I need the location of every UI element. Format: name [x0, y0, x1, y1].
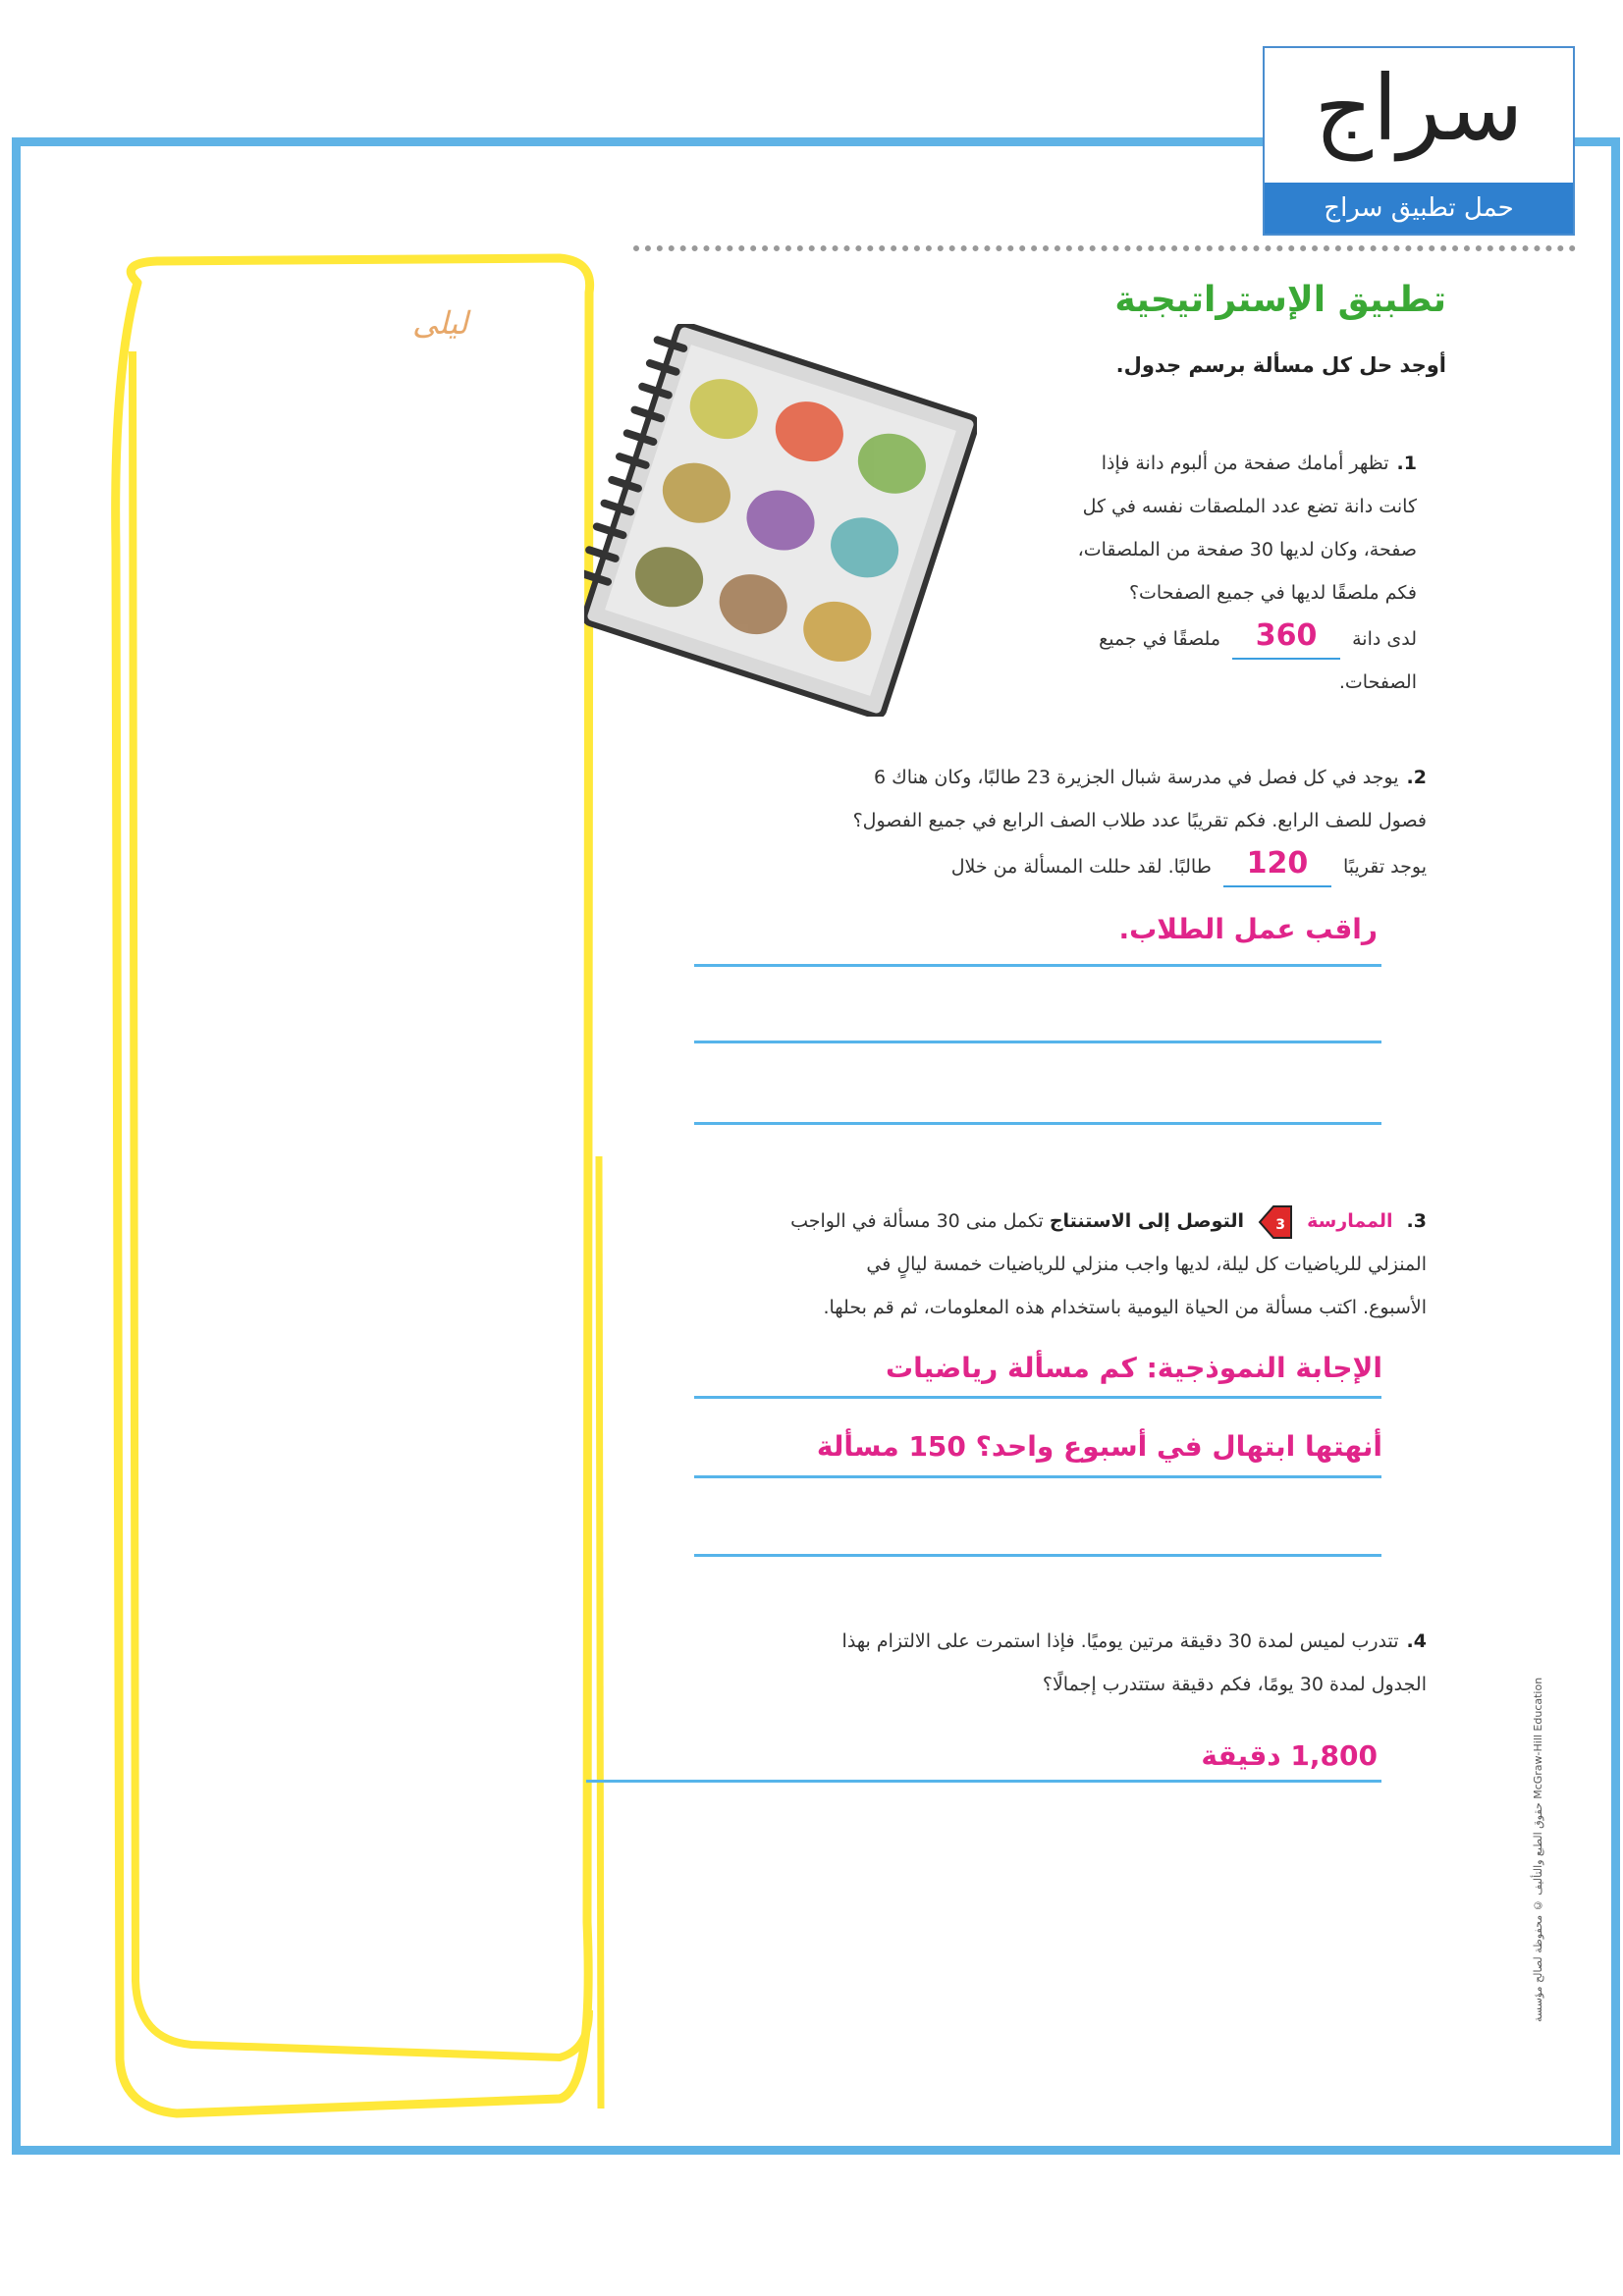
q1-line-2: كانت دانة تضع عدد الملصقات نفسه في كل — [1082, 496, 1417, 517]
q2-answer-prefix: يوجد تقريبًا — [1342, 856, 1427, 878]
dotted-divider — [633, 245, 1576, 251]
q3-answer-line-2[interactable] — [694, 1475, 1381, 1478]
margin-scribble: ليلى — [412, 304, 468, 342]
logo-word: سراج — [1314, 56, 1524, 161]
q4-number: 4. — [1406, 1630, 1427, 1652]
q2-answer-line-1[interactable] — [694, 964, 1381, 967]
q1-line-4: فكم ملصقًا لديها في جميع الصفحات؟ — [1128, 582, 1417, 604]
q3-written-answer-2: أنهتها ابتهال في أسبوع واحد؟ 150 مسألة — [816, 1430, 1382, 1463]
q4-answer: 1,800 دقيقة — [1201, 1739, 1378, 1772]
q3-line-1: تكمل منى 30 مسألة في الواجب — [790, 1210, 1044, 1232]
q3-written-answer-1: الإجابة النموذجية: كم مسألة رياضيات — [885, 1352, 1382, 1384]
logo-tagline: حمل تطبيق سراج — [1265, 183, 1573, 234]
copyright-note: حقوق الطبع والتأليف © محفوظة لصالح مؤسسة McGraw-Hill Education — [1532, 1677, 1544, 2022]
q2-answer-line-3[interactable] — [694, 1122, 1381, 1125]
q1-answer-suffix: ملصقًا في جميع — [1099, 628, 1221, 650]
q3-number: 3. — [1406, 1210, 1427, 1232]
q1-answer[interactable]: 360 — [1232, 614, 1340, 660]
yellow-highlight-outline — [98, 253, 609, 2128]
q2-line-1: يوجد في كل فصل في مدرسة شبال الجزيرة 23 طالبًا، وكان هناك 6 — [873, 767, 1399, 788]
question-2 — [622, 756, 1427, 888]
q1-answer-prefix: لدى دانة — [1352, 628, 1417, 650]
q3-reasoning-label: التوصل إلى الاستنتاج — [1049, 1210, 1244, 1232]
q3-answer-line-3[interactable] — [694, 1554, 1381, 1557]
q2-answer[interactable]: 120 — [1223, 842, 1331, 887]
practice-tag-number: 3 — [1275, 1217, 1286, 1233]
question-4 — [622, 1620, 1427, 1706]
q2-number: 2. — [1406, 767, 1427, 788]
section-heading: تطبيق الإستراتيجية — [1114, 280, 1446, 320]
q1-answer-tail: الصفحات. — [1338, 671, 1417, 693]
q4-answer-line[interactable] — [586, 1780, 1381, 1783]
q3-answer-line-1[interactable] — [694, 1396, 1381, 1399]
question-1 — [965, 442, 1417, 704]
q3-line-3: الأسبوع. اكتب مسألة من الحياة اليومية باستخدام هذه المعلومات، ثم قم بحلها. — [823, 1297, 1427, 1318]
q4-line-1: تتدرب لميس لمدة 30 دقيقة مرتين يوميًا. فإذا استمرت على الالتزام بهذا — [841, 1630, 1399, 1652]
q3-practice-label: الممارسة — [1307, 1210, 1393, 1232]
instruction-text: أوجد حل كل مسألة برسم جدول. — [1115, 353, 1446, 377]
q2-written-answer: راقب عمل الطلاب. — [1118, 913, 1378, 945]
q1-number: 1. — [1396, 453, 1417, 474]
question-3 — [622, 1200, 1427, 1329]
q3-line-2: المنزلي للرياضيات كل ليلة، لديها واجب منزلي للرياضيات خمسة ليالٍ في — [866, 1254, 1427, 1275]
sticker-album-image — [584, 324, 977, 717]
q1-line-3: صفحة، وكان لديها 30 صفحة من الملصقات، — [1077, 539, 1417, 561]
siraj-logo[interactable] — [1263, 46, 1575, 236]
q2-answer-suffix: طالبًا. لقد حللت المسألة من خلال — [950, 856, 1212, 878]
q2-answer-line-2[interactable] — [694, 1041, 1381, 1043]
q1-line-1: تظهر أمامك صفحة من ألبوم دانة فإذا — [1101, 453, 1389, 474]
q2-line-2: فصول للصف الرابع. فكم تقريبًا عدد طلاب الصف الرابع في جميع الفصول؟ — [852, 810, 1427, 831]
q4-line-2: الجدول لمدة 30 يومًا، فكم دقيقة ستتدرب إجمالًا؟ — [1042, 1674, 1427, 1695]
